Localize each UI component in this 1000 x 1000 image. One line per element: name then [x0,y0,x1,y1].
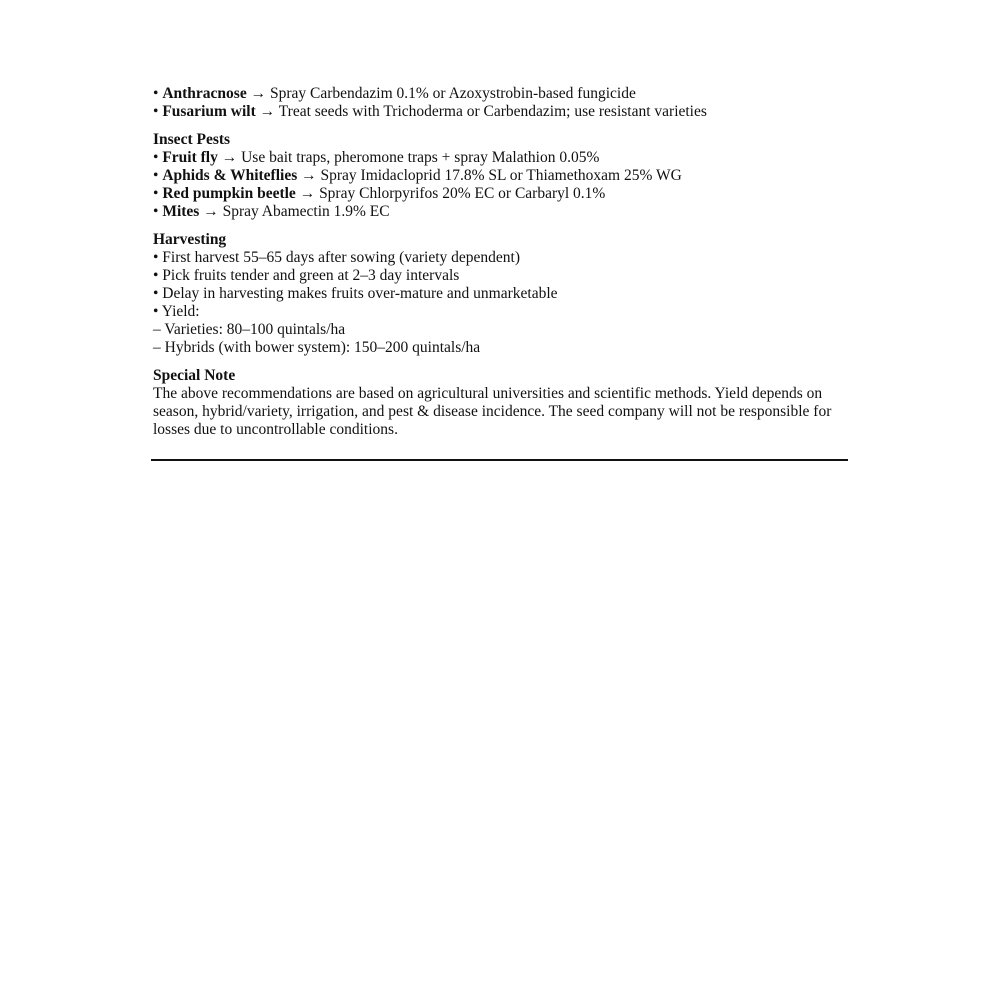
list-item [153,185,853,203]
list-item: • Delay in harvesting makes fruits over-mature and unmarketable [153,285,558,302]
document-body [153,85,853,439]
bullet: • [153,185,159,202]
harvesting-heading: Harvesting [153,231,227,248]
list-item [153,203,853,221]
insect-pests-list [153,149,853,221]
harvesting-list [153,249,853,357]
pest-term: Aphids & Whiteflies [162,167,298,184]
pest-term: Mites [162,203,200,220]
list-item: • First harvest 55–65 days after sowing (variety dependent) [153,249,520,266]
list-item [153,103,853,121]
bullet: • [153,85,159,102]
pest-treatment: Spray Chlorpyrifos 20% EC or Carbaryl 0.1% [319,185,606,202]
list-item [153,85,853,103]
list-item: – Hybrids (with bower system): 150–200 quintals/ha [153,339,481,356]
list-item: • Pick fruits tender and green at 2–3 day intervals [153,267,460,284]
pest-treatment: Spray Imidacloprid 17.8% SL or Thiamethoxam 25% WG [320,167,682,184]
list-item: – Varieties: 80–100 quintals/ha [153,321,346,338]
bullet: • [153,103,159,120]
pest-treatment: Spray Abamectin 1.9% EC [222,203,390,220]
bullet: • [153,167,159,184]
list-item [153,167,853,185]
divider-line [151,459,848,461]
pest-term: Red pumpkin beetle [162,185,296,202]
pest-treatment: Use bait traps, pheromone traps + spray Malathion 0.05% [241,149,600,166]
disease-treatment: Treat seeds with Trichoderma or Carbendazim; use resistant varieties [278,103,707,120]
arrow: → [221,149,238,166]
disease-treatment: Spray Carbendazim 0.1% or Azoxystrobin-based fungicide [269,85,636,102]
disease-term: Fusarium wilt [162,103,256,120]
bullet: • [153,203,159,220]
list-item: • Yield: [153,303,200,320]
arrow: → [250,85,267,102]
pest-term: Fruit fly [162,149,218,166]
arrow: → [203,203,219,220]
disease-list [153,85,853,121]
arrow: → [301,167,317,184]
arrow: → [299,185,316,202]
list-item [153,149,853,167]
arrow: → [259,103,276,120]
special-note-text: The above recommendations are based on agricultural universities and scientific methods. Yield depends on season, hybrid/variety, irrigation, and pest & disease incidence. The seed company will not be responsible for losses due to uncontrollable conditions. [153,385,832,438]
insect-pests-heading: Insect Pests [153,131,231,148]
disease-term: Anthracnose [162,85,247,102]
bullet: • [153,149,159,166]
special-note-heading: Special Note [153,367,236,384]
